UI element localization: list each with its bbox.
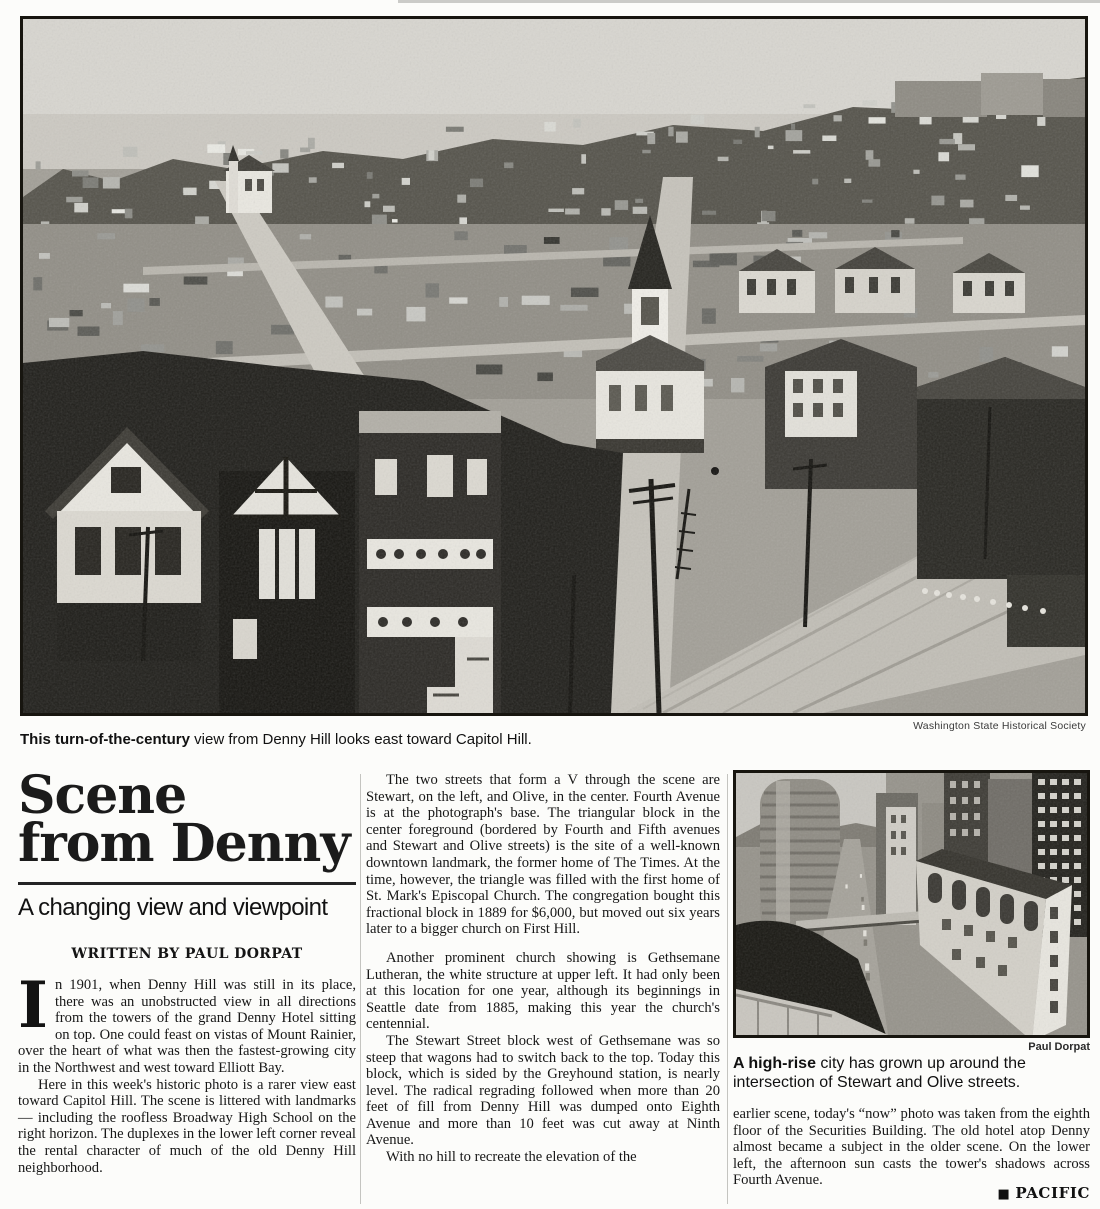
secondary-photo	[733, 770, 1090, 1038]
paragraph-text: n 1901, when Denny Hill was still in its place, there was an unobstructed view in all directions from the towers of the grand Denny Hotel sitting on top. One could feast on vistas of Mount Rainier, over the heart of what was then the fastest-growing city in the Northwest and west toward Elliott Bay.	[18, 977, 356, 1076]
left-column-text	[18, 968, 356, 1176]
headline-line2: from Denny	[18, 813, 350, 874]
paragraph: The two streets that form a V through the scene are Stewart, on the left, and Olive, in the center. Fourth Avenue is at the photograph's base. The triangular block in the center foreground (bordered by Fourth and Fifth avenues and Stewart and Olive streets) is the site of a well-known downtown landmark, the former home of The Times. At the time, however, the triangle was filled with the first home of St. Mark's Episcopal Church. The congregation bought this fractional block in 1889 for $6,000, but moved out six years later to a bigger church on First Hill.	[366, 772, 720, 938]
headline	[18, 765, 356, 874]
subhead: A changing view and viewpoint	[18, 894, 328, 921]
paragraph: The Stewart Street block west of Gethsemane was so steep that wagons had to switch back to the top. Today this block, which is sided by the Greyhound station, is nearly level. The radical regrading followed when more than 20 feet of fill from Denny Hill was dumped onto Eighth Avenue and more than 10 feet was cut away at Ninth Avenue.	[366, 1032, 720, 1149]
secondary-photo-illustration	[736, 773, 1087, 1035]
photo-grain	[736, 773, 1087, 1035]
caption-rest: city has grown up around the intersection of Stewart and Olive streets.	[733, 1055, 1026, 1091]
main-photo-caption	[20, 731, 840, 748]
photo-grain	[23, 19, 1085, 713]
secondary-photo-caption	[733, 1054, 1090, 1092]
main-photo	[20, 16, 1088, 716]
article-middle-column	[366, 772, 720, 1166]
column-rule-left	[360, 774, 361, 1204]
drop-cap: I	[18, 968, 48, 1043]
paragraph	[18, 968, 356, 1077]
paragraph: Here in this week's historic photo is a rarer view east toward Capitol Hill. The scene is littered with landmarks — including the roofless Broadway High School on the right horizon. The duplexes in the lower left corner reveal the rental character of much of the old Denny Hill neighborhood.	[18, 1076, 356, 1176]
caption-lead: A high-rise	[733, 1055, 816, 1072]
endmark-label: PACIFIC	[1015, 1184, 1090, 1202]
article-left-column	[18, 765, 356, 1176]
right-column-text	[733, 1106, 1090, 1189]
column-rule-right	[727, 774, 728, 1204]
paragraph: With no hill to recreate the elevation of the	[386, 1149, 637, 1166]
headline-line1: Scene	[18, 765, 187, 826]
main-photo-illustration	[23, 19, 1085, 713]
endmark-square-icon: ■	[997, 1187, 1011, 1202]
scan-edge-artifact	[398, 0, 1100, 3]
pacific-endmark	[733, 1184, 1090, 1202]
secondary-photo-credit: Paul Dorpat	[1028, 1041, 1090, 1053]
paragraph: earlier scene, today's “now” photo was taken from the eighth floor of the Securities Building. The old hotel atop Denny almost became a subject in the older scene. On the lower left, the afternoon sun casts the tower's shadows across Fourth Avenue.	[733, 1106, 1090, 1189]
paragraph: Another prominent church showing is Gethsemane Lutheran, the white structure at upper left. It had only been at this location for one year, although its beginnings in Seattle date from 1885, making this year the church's centennial.	[366, 949, 720, 1033]
caption-rest: view from Denny Hill looks east toward Capitol Hill.	[190, 731, 532, 748]
caption-lead: This turn-of-the-century	[20, 731, 190, 748]
byline: WRITTEN BY PAUL DORPAT	[71, 946, 303, 962]
article-right-column	[733, 770, 1090, 1189]
main-photo-credit: Washington State Historical Society	[913, 720, 1086, 732]
headline-rule	[18, 882, 356, 885]
